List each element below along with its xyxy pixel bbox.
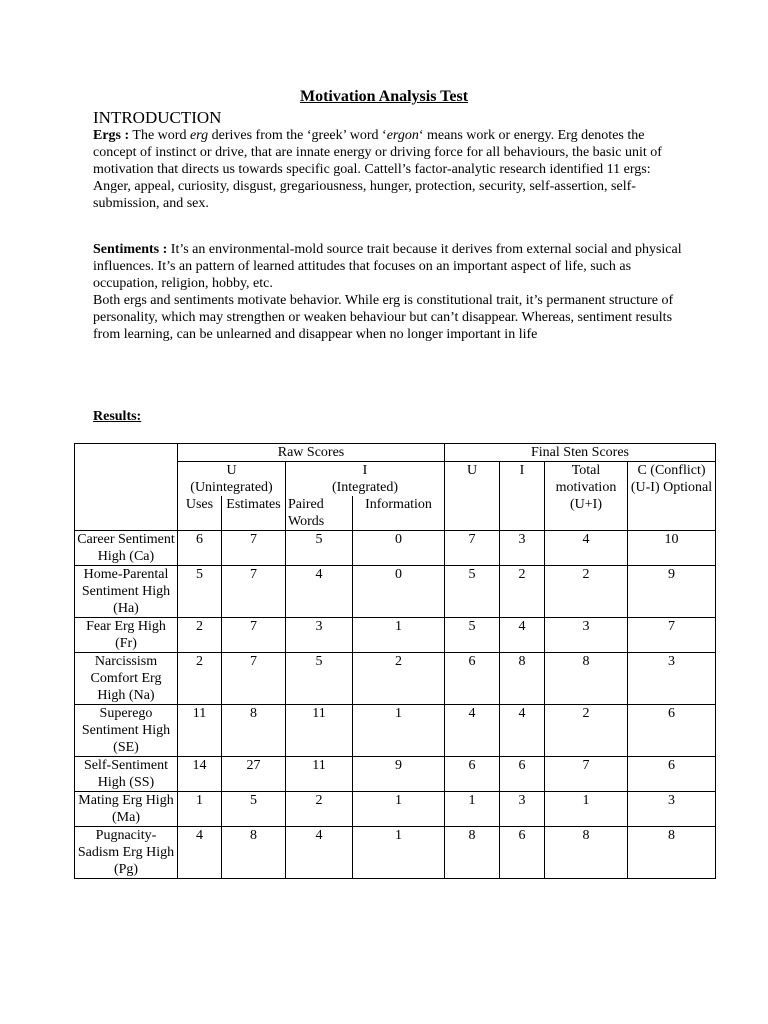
table-row [75, 618, 716, 653]
cell-estimates: 5 [222, 792, 286, 827]
cell-total: 3 [545, 618, 628, 653]
ergs-paragraph [93, 127, 683, 212]
empty-corner-cell [75, 444, 178, 531]
row-label: Pugnacity-Sadism Erg High (Pg) [75, 827, 178, 879]
table-row [75, 792, 716, 827]
cell-information: 1 [353, 705, 445, 757]
cell-paired: 4 [286, 827, 353, 879]
paired-words-header: Paired Words [286, 496, 353, 531]
cell-information: 1 [353, 827, 445, 879]
cell-u: 5 [445, 566, 500, 618]
row-label: Career Sentiment High (Ca) [75, 531, 178, 566]
cell-total: 1 [545, 792, 628, 827]
header-row-groups [75, 444, 716, 462]
final-sten-header: Final Sten Scores [445, 444, 716, 462]
both-text: Both ergs and sentiments motivate behavior. While erg is constitutional trait, it’s permanent structure of personality, which may strengthen or weaken behaviour but can’t disappear. Whereas, sentiment results from learning, can be unlearned and disappear when no longer important in life [93, 293, 674, 342]
ergs-label: Ergs : [93, 128, 130, 143]
cell-i: 3 [500, 531, 545, 566]
i-raw-desc: (Integrated) [331, 480, 399, 495]
conflict-header: C (Conflict) (U-I) Optional [628, 462, 716, 531]
cell-uses: 1 [178, 792, 222, 827]
cell-estimates: 8 [222, 705, 286, 757]
cell-information: 9 [353, 757, 445, 792]
cell-paired: 5 [286, 653, 353, 705]
cell-paired: 11 [286, 705, 353, 757]
cell-i: 6 [500, 827, 545, 879]
table-row [75, 757, 716, 792]
cell-c: 6 [628, 757, 716, 792]
cell-uses: 2 [178, 653, 222, 705]
cell-paired: 2 [286, 792, 353, 827]
table-row [75, 531, 716, 566]
cell-u: 6 [445, 757, 500, 792]
cell-paired: 4 [286, 566, 353, 618]
cell-u: 5 [445, 618, 500, 653]
sentiments-label: Sentiments : [93, 242, 168, 257]
cell-uses: 14 [178, 757, 222, 792]
information-header: Information [353, 496, 445, 531]
table-row [75, 566, 716, 618]
cell-i: 3 [500, 792, 545, 827]
cell-information: 2 [353, 653, 445, 705]
table-row [75, 653, 716, 705]
cell-c: 9 [628, 566, 716, 618]
cell-estimates: 8 [222, 827, 286, 879]
ergs-text-3: ‘ means work or energy. Erg denotes the concept of instinct or drive, that are innate energy or driving force for all behaviours, the basic unit of motivation that directs us towards specific goal. Cattell’s factor-analytic research identified 11 ergs: [93, 128, 662, 177]
raw-scores-header: Raw Scores [178, 444, 445, 462]
cell-i: 4 [500, 618, 545, 653]
cell-total: 8 [545, 653, 628, 705]
cell-c: 3 [628, 653, 716, 705]
cell-c: 8 [628, 827, 716, 879]
cell-u: 6 [445, 653, 500, 705]
ergs-ergon-word: ergon [386, 128, 419, 143]
row-label: Home-Parental Sentiment High (Ha) [75, 566, 178, 618]
cell-c: 7 [628, 618, 716, 653]
results-label: Results: [93, 409, 142, 424]
cell-estimates: 7 [222, 566, 286, 618]
ergs-text-2: derives from the ‘greek’ word ‘ [208, 128, 387, 143]
u-raw-header [178, 462, 286, 497]
cell-i: 8 [500, 653, 545, 705]
cell-total: 4 [545, 531, 628, 566]
cell-estimates: 7 [222, 618, 286, 653]
cell-uses: 6 [178, 531, 222, 566]
document-title: Motivation Analysis Test [299, 88, 469, 105]
cell-uses: 4 [178, 827, 222, 879]
cell-c: 10 [628, 531, 716, 566]
cell-estimates: 7 [222, 653, 286, 705]
cell-c: 3 [628, 792, 716, 827]
sentiments-paragraph [93, 241, 683, 343]
i-raw-letter: I [362, 463, 368, 478]
row-label: Superego Sentiment High (SE) [75, 705, 178, 757]
row-label: Mating Erg High (Ma) [75, 792, 178, 827]
cell-u: 4 [445, 705, 500, 757]
u-raw-letter: U [226, 463, 237, 478]
row-label: Fear Erg High (Fr) [75, 618, 178, 653]
table-row [75, 705, 716, 757]
cell-paired: 5 [286, 531, 353, 566]
cell-estimates: 27 [222, 757, 286, 792]
cell-estimates: 7 [222, 531, 286, 566]
u-final-header: U [445, 462, 500, 531]
cell-total: 7 [545, 757, 628, 792]
cell-information: 0 [353, 531, 445, 566]
total-motivation-header: Total motivation (U+I) [545, 462, 628, 531]
cell-paired: 3 [286, 618, 353, 653]
cell-information: 1 [353, 792, 445, 827]
cell-u: 7 [445, 531, 500, 566]
cell-i: 6 [500, 757, 545, 792]
cell-information: 1 [353, 618, 445, 653]
estimates-header: Estimates [222, 496, 286, 531]
results-table [74, 443, 716, 879]
cell-i: 4 [500, 705, 545, 757]
cell-total: 2 [545, 566, 628, 618]
cell-total: 2 [545, 705, 628, 757]
ergs-list: Anger, appeal, curiosity, disgust, gregariousness, hunger, protection, security, self-assertion, self-submission, and sex. [93, 179, 636, 211]
cell-i: 2 [500, 566, 545, 618]
table-row [75, 827, 716, 879]
i-raw-header [286, 462, 445, 497]
ergs-text-1: The word [129, 128, 190, 143]
u-raw-desc: (Unintegrated) [190, 480, 273, 495]
cell-total: 8 [545, 827, 628, 879]
cell-u: 1 [445, 792, 500, 827]
introduction-heading: INTRODUCTION [93, 108, 222, 127]
cell-uses: 11 [178, 705, 222, 757]
row-label: Self-Sentiment High (SS) [75, 757, 178, 792]
cell-c: 6 [628, 705, 716, 757]
cell-paired: 11 [286, 757, 353, 792]
cell-uses: 2 [178, 618, 222, 653]
cell-uses: 5 [178, 566, 222, 618]
cell-information: 0 [353, 566, 445, 618]
ergs-erg-word: erg [189, 128, 209, 143]
cell-u: 8 [445, 827, 500, 879]
i-final-header: I [500, 462, 545, 531]
sentiments-text: It’s an environmental-mold source trait because it derives from external social and physical influences. It’s an pattern of learned attitudes that focuses on an important aspect of life, such as occupation, religion, hobby, etc. [93, 242, 682, 291]
row-label: Narcissism Comfort Erg High (Na) [75, 653, 178, 705]
uses-header: Uses [178, 496, 222, 531]
